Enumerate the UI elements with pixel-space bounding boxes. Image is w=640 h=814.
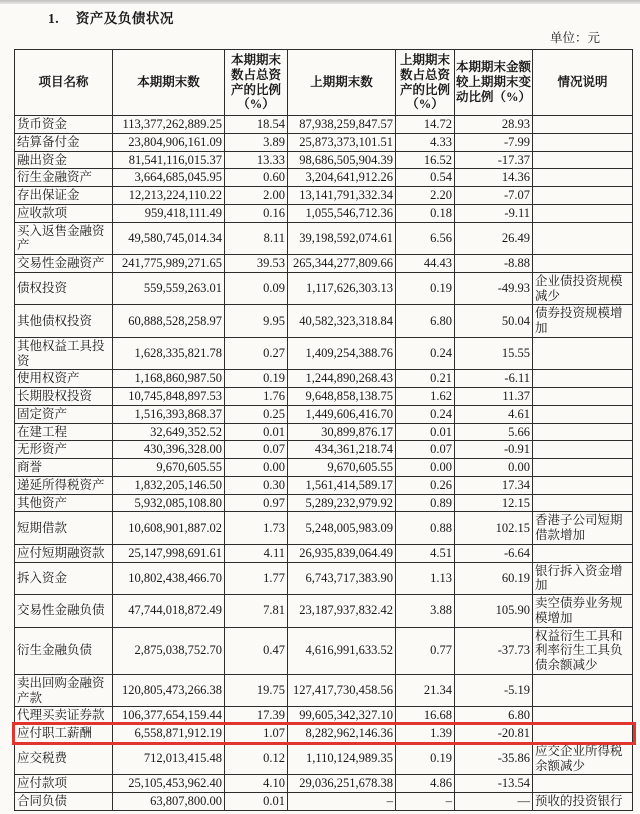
current-amount-cell: 430,396,328.00 (113, 441, 225, 459)
prev-amount-cell: 1,409,254,388.76 (288, 337, 396, 370)
table-row (15, 116, 633, 134)
current-pct-cell: 19.75 (225, 674, 288, 707)
table-row (15, 674, 633, 707)
current-amount-cell: 959,418,111.49 (113, 204, 225, 222)
current-amount-cell: 712,013,415.48 (113, 742, 225, 775)
table-row (15, 255, 633, 273)
current-pct-cell: 0.25 (225, 405, 288, 423)
item-name-cell: 存出保证金 (15, 187, 113, 205)
current-amount-cell: 559,559,263.01 (113, 272, 225, 305)
table-row (15, 494, 633, 512)
item-name-cell: 应交税费 (15, 742, 113, 775)
prev-pct-cell: 0.24 (396, 405, 455, 423)
note-cell (533, 151, 633, 169)
current-amount-cell: 6,558,871,912.19 (113, 725, 225, 743)
item-name-cell: 应收款项 (15, 204, 113, 222)
current-pct-cell: 0.01 (225, 423, 288, 441)
change-pct-cell: 105.90 (455, 595, 533, 628)
item-name-cell: 递延所得税资产 (15, 476, 113, 494)
note-cell (533, 494, 633, 512)
change-pct-cell: -35.86 (455, 742, 533, 775)
item-name-cell: 合同负债 (15, 793, 113, 811)
note-cell: 应交企业所得税余额减少 (533, 742, 633, 775)
table-body (15, 116, 633, 811)
prev-pct-cell: 4.86 (396, 775, 455, 793)
note-cell (533, 725, 633, 743)
current-amount-cell: 63,807,800.00 (113, 793, 225, 811)
page-title: 资产及负债状况 (75, 11, 174, 26)
current-pct-cell: 0.09 (225, 272, 288, 305)
prev-pct-cell: 44.43 (396, 255, 455, 273)
current-pct-cell: 8.11 (225, 222, 288, 255)
item-name-cell: 其他债权投资 (15, 305, 113, 338)
current-amount-cell: 23,804,906,161.09 (113, 133, 225, 151)
current-amount-cell: 60,888,528,258.97 (113, 305, 225, 338)
current-amount-cell: 32,649,352.52 (113, 423, 225, 441)
prev-pct-cell: 0.18 (396, 204, 455, 222)
table-row (15, 169, 633, 187)
note-cell: 银行拆入资金增加 (533, 562, 633, 595)
change-pct-cell: -8.88 (455, 255, 533, 273)
prev-amount-cell: 5,289,232,979.92 (288, 494, 396, 512)
prev-pct-cell: 2.20 (396, 187, 455, 205)
current-pct-cell: 18.54 (225, 116, 288, 134)
prev-pct-cell: 16.52 (396, 151, 455, 169)
change-pct-cell: 28.93 (455, 116, 533, 134)
change-pct-cell: -7.99 (455, 133, 533, 151)
note-cell (533, 204, 633, 222)
note-cell (533, 707, 633, 725)
assets-liabilities-table (14, 49, 633, 811)
table-row (15, 742, 633, 775)
prev-amount-cell: 3,204,641,912.26 (288, 169, 396, 187)
prev-pct-cell: 14.72 (396, 116, 455, 134)
note-cell (533, 674, 633, 707)
table-row (15, 595, 633, 628)
table-row (15, 405, 633, 423)
current-amount-cell: 1,628,335,821.78 (113, 337, 225, 370)
table-row (15, 204, 633, 222)
prev-pct-cell: 0.19 (396, 272, 455, 305)
current-pct-cell: 0.12 (225, 742, 288, 775)
prev-pct-cell: – (396, 793, 455, 811)
prev-amount-cell: 9,648,858,138.75 (288, 388, 396, 406)
current-pct-cell: 0.97 (225, 494, 288, 512)
change-pct-cell: -37.73 (455, 627, 533, 674)
note-cell: 权益衍生工具和利率衍生工具负债余额减少 (533, 627, 633, 674)
item-name-cell: 商誉 (15, 459, 113, 477)
current-pct-cell: 7.81 (225, 595, 288, 628)
current-pct-cell: 0.27 (225, 337, 288, 370)
table-row (15, 476, 633, 494)
prev-amount-cell: 1,055,546,712.36 (288, 204, 396, 222)
prev-amount-cell: 13,141,791,332.34 (288, 187, 396, 205)
prev-pct-cell: 0.89 (396, 494, 455, 512)
current-amount-cell: 1,516,393,868.37 (113, 405, 225, 423)
current-pct-cell: 9.95 (225, 305, 288, 338)
column-header: 上期期末数占总资产的比例（%） (396, 50, 455, 116)
change-pct-cell: -6.11 (455, 370, 533, 388)
table-row (15, 441, 633, 459)
note-cell (533, 370, 633, 388)
table-row (15, 187, 633, 205)
current-amount-cell: 113,377,262,889.25 (113, 116, 225, 134)
prev-amount-cell: 26,935,839,064.49 (288, 544, 396, 562)
column-header: 本期期末数占总资产的比例（%） (225, 50, 288, 116)
current-amount-cell: 241,775,989,271.65 (113, 255, 225, 273)
prev-pct-cell: 3.88 (396, 595, 455, 628)
item-name-cell: 货币资金 (15, 116, 113, 134)
current-pct-cell: 0.30 (225, 476, 288, 494)
table-row (15, 222, 633, 255)
note-cell (533, 116, 633, 134)
change-pct-cell: -7.07 (455, 187, 533, 205)
column-header: 情况说明 (533, 50, 633, 116)
note-cell: 债券投资规模增加 (533, 305, 633, 338)
change-pct-cell: -49.93 (455, 272, 533, 305)
current-amount-cell: 1,832,205,146.50 (113, 476, 225, 494)
current-amount-cell: 1,168,860,987.50 (113, 370, 225, 388)
prev-pct-cell: 0.54 (396, 169, 455, 187)
current-pct-cell: 1.76 (225, 388, 288, 406)
current-pct-cell: 1.77 (225, 562, 288, 595)
prev-pct-cell: 6.80 (396, 305, 455, 338)
prev-pct-cell: 1.62 (396, 388, 455, 406)
prev-amount-cell: 1,110,124,989.35 (288, 742, 396, 775)
prev-pct-cell: 16.68 (396, 707, 455, 725)
note-cell (533, 169, 633, 187)
note-cell (533, 423, 633, 441)
current-amount-cell: 47,744,018,872.49 (113, 595, 225, 628)
current-amount-cell: 10,802,438,466.70 (113, 562, 225, 595)
prev-amount-cell: – (288, 793, 396, 811)
change-pct-cell: -9.11 (455, 204, 533, 222)
change-pct-cell: 50.04 (455, 305, 533, 338)
table-row (15, 388, 633, 406)
item-name-cell: 其他资产 (15, 494, 113, 512)
table-row-highlighted (15, 725, 633, 743)
current-pct-cell: 0.47 (225, 627, 288, 674)
change-pct-cell: 6.80 (455, 707, 533, 725)
prev-pct-cell: 0.01 (396, 423, 455, 441)
current-pct-cell: 13.33 (225, 151, 288, 169)
table-row (15, 305, 633, 338)
item-name-cell: 应付短期融资款 (15, 544, 113, 562)
item-name-cell: 短期借款 (15, 512, 113, 545)
table-row (15, 370, 633, 388)
item-name-cell: 融出资金 (15, 151, 113, 169)
prev-amount-cell: 40,582,323,318.84 (288, 305, 396, 338)
prev-amount-cell: 1,117,626,303.13 (288, 272, 396, 305)
change-pct-cell: 102.15 (455, 512, 533, 545)
note-cell (533, 476, 633, 494)
change-pct-cell: — (455, 793, 533, 811)
table-row (15, 272, 633, 305)
prev-pct-cell: 1.39 (396, 725, 455, 743)
note-cell: 卖空债券业务规模增加 (533, 595, 633, 628)
current-amount-cell: 2,875,038,752.70 (113, 627, 225, 674)
item-name-cell: 债权投资 (15, 272, 113, 305)
change-pct-cell: -13.54 (455, 775, 533, 793)
prev-pct-cell: 0.19 (396, 742, 455, 775)
unit-label: 单位：元 (549, 31, 600, 45)
prev-amount-cell: 8,282,962,146.36 (288, 725, 396, 743)
current-amount-cell: 5,932,085,108.80 (113, 494, 225, 512)
prev-amount-cell: 99,605,342,327.10 (288, 707, 396, 725)
current-pct-cell: 0.19 (225, 370, 288, 388)
note-cell (533, 388, 633, 406)
prev-amount-cell: 5,248,005,983.09 (288, 512, 396, 545)
current-amount-cell: 25,147,998,691.61 (113, 544, 225, 562)
note-cell (533, 222, 633, 255)
prev-pct-cell: 0.88 (396, 512, 455, 545)
change-pct-cell: 11.37 (455, 388, 533, 406)
item-name-cell: 长期股权投资 (15, 388, 113, 406)
prev-amount-cell: 1,561,414,589.17 (288, 476, 396, 494)
change-pct-cell: 0.00 (455, 459, 533, 477)
current-pct-cell: 0.00 (225, 459, 288, 477)
item-name-cell: 买入返售金融资产 (15, 222, 113, 255)
current-amount-cell: 49,580,745,014.34 (113, 222, 225, 255)
current-pct-cell: 0.60 (225, 169, 288, 187)
note-cell (533, 459, 633, 477)
table-row (15, 337, 633, 370)
note-cell (533, 775, 633, 793)
prev-amount-cell: 4,616,991,633.52 (288, 627, 396, 674)
current-amount-cell: 81,541,116,015.37 (113, 151, 225, 169)
table-row (15, 562, 633, 595)
current-amount-cell: 3,664,685,045.95 (113, 169, 225, 187)
column-header: 上期期末数 (288, 50, 396, 116)
prev-pct-cell: 0.77 (396, 627, 455, 674)
table-row (15, 423, 633, 441)
prev-amount-cell: 127,417,730,458.56 (288, 674, 396, 707)
item-name-cell: 在建工程 (15, 423, 113, 441)
note-cell (533, 405, 633, 423)
current-amount-cell: 25,105,453,962.40 (113, 775, 225, 793)
prev-amount-cell: 6,743,717,383.90 (288, 562, 396, 595)
item-name-cell: 其他权益工具投资 (15, 337, 113, 370)
current-pct-cell: 0.07 (225, 441, 288, 459)
item-name-cell: 结算备付金 (15, 133, 113, 151)
prev-pct-cell: 0.26 (396, 476, 455, 494)
item-name-cell: 使用权资产 (15, 370, 113, 388)
note-cell (533, 544, 633, 562)
section-number: 1. (48, 11, 60, 26)
table-row (15, 459, 633, 477)
item-name-cell: 交易性金融资产 (15, 255, 113, 273)
current-pct-cell: 1.07 (225, 725, 288, 743)
current-pct-cell: 2.00 (225, 187, 288, 205)
table-row (15, 133, 633, 151)
change-pct-cell: 12.15 (455, 494, 533, 512)
current-amount-cell: 9,670,605.55 (113, 459, 225, 477)
table-row (15, 707, 633, 725)
current-pct-cell: 4.10 (225, 775, 288, 793)
current-amount-cell: 120,805,473,266.38 (113, 674, 225, 707)
item-name-cell: 无形资产 (15, 441, 113, 459)
item-name-cell: 卖出回购金融资产款 (15, 674, 113, 707)
change-pct-cell: 4.61 (455, 405, 533, 423)
prev-pct-cell: 4.51 (396, 544, 455, 562)
item-name-cell: 衍生金融负债 (15, 627, 113, 674)
prev-amount-cell: 39,198,592,074.61 (288, 222, 396, 255)
table-row (15, 627, 633, 674)
header-row (15, 50, 633, 116)
prev-amount-cell: 87,938,259,847.57 (288, 116, 396, 134)
prev-amount-cell: 265,344,277,809.66 (288, 255, 396, 273)
change-pct-cell: 5.66 (455, 423, 533, 441)
prev-pct-cell: 0.24 (396, 337, 455, 370)
change-pct-cell: -5.19 (455, 674, 533, 707)
current-pct-cell: 17.39 (225, 707, 288, 725)
scan-edge-artifact (0, 0, 640, 4)
prev-amount-cell: 1,244,890,268.43 (288, 370, 396, 388)
item-name-cell: 应付款项 (15, 775, 113, 793)
note-cell (533, 337, 633, 370)
note-cell: 企业债投资规模减少 (533, 272, 633, 305)
column-header: 本期期末金额较上期期末变动比例（%） (455, 50, 533, 116)
change-pct-cell: -0.91 (455, 441, 533, 459)
change-pct-cell: -6.64 (455, 544, 533, 562)
note-cell: 预收的投资银行 (533, 793, 633, 811)
change-pct-cell: -20.81 (455, 725, 533, 743)
prev-amount-cell: 30,899,876.17 (288, 423, 396, 441)
current-pct-cell: 0.01 (225, 793, 288, 811)
item-name-cell: 交易性金融负债 (15, 595, 113, 628)
prev-pct-cell: 0.00 (396, 459, 455, 477)
current-pct-cell: 4.11 (225, 544, 288, 562)
change-pct-cell: 17.34 (455, 476, 533, 494)
note-cell: 香港子公司短期借款增加 (533, 512, 633, 545)
current-pct-cell: 3.89 (225, 133, 288, 151)
item-name-cell: 代理买卖证券款 (15, 707, 113, 725)
table-row (15, 775, 633, 793)
prev-amount-cell: 29,036,251,678.38 (288, 775, 396, 793)
current-amount-cell: 10,608,901,887.02 (113, 512, 225, 545)
current-amount-cell: 12,213,224,110.22 (113, 187, 225, 205)
item-name-cell: 拆入资金 (15, 562, 113, 595)
table-row (15, 151, 633, 169)
prev-pct-cell: 1.13 (396, 562, 455, 595)
prev-amount-cell: 9,670,605.55 (288, 459, 396, 477)
note-cell (533, 255, 633, 273)
change-pct-cell: 14.36 (455, 169, 533, 187)
current-pct-cell: 39.53 (225, 255, 288, 273)
current-pct-cell: 0.16 (225, 204, 288, 222)
current-amount-cell: 10,745,848,897.53 (113, 388, 225, 406)
change-pct-cell: 15.55 (455, 337, 533, 370)
current-amount-cell: 106,377,654,159.44 (113, 707, 225, 725)
item-name-cell: 应付职工薪酬 (15, 725, 113, 743)
current-pct-cell: 1.73 (225, 512, 288, 545)
item-name-cell: 衍生金融资产 (15, 169, 113, 187)
column-header: 本期期末数 (113, 50, 225, 116)
prev-amount-cell: 23,187,937,832.42 (288, 595, 396, 628)
change-pct-cell: 60.19 (455, 562, 533, 595)
column-header: 项目名称 (15, 50, 113, 116)
note-cell (533, 187, 633, 205)
table-row (15, 793, 633, 811)
note-cell (533, 441, 633, 459)
table-row (15, 512, 633, 545)
prev-pct-cell: 4.33 (396, 133, 455, 151)
prev-pct-cell: 6.56 (396, 222, 455, 255)
item-name-cell: 固定资产 (15, 405, 113, 423)
change-pct-cell: -17.37 (455, 151, 533, 169)
table-row (15, 544, 633, 562)
prev-pct-cell: 0.07 (396, 441, 455, 459)
note-cell (533, 133, 633, 151)
prev-pct-cell: 21.34 (396, 674, 455, 707)
prev-amount-cell: 98,686,505,904.39 (288, 151, 396, 169)
prev-amount-cell: 434,361,218.74 (288, 441, 396, 459)
prev-amount-cell: 1,449,606,416.70 (288, 405, 396, 423)
section-title (0, 0, 640, 27)
prev-pct-cell: 0.21 (396, 370, 455, 388)
prev-amount-cell: 25,873,373,101.51 (288, 133, 396, 151)
change-pct-cell: 26.49 (455, 222, 533, 255)
